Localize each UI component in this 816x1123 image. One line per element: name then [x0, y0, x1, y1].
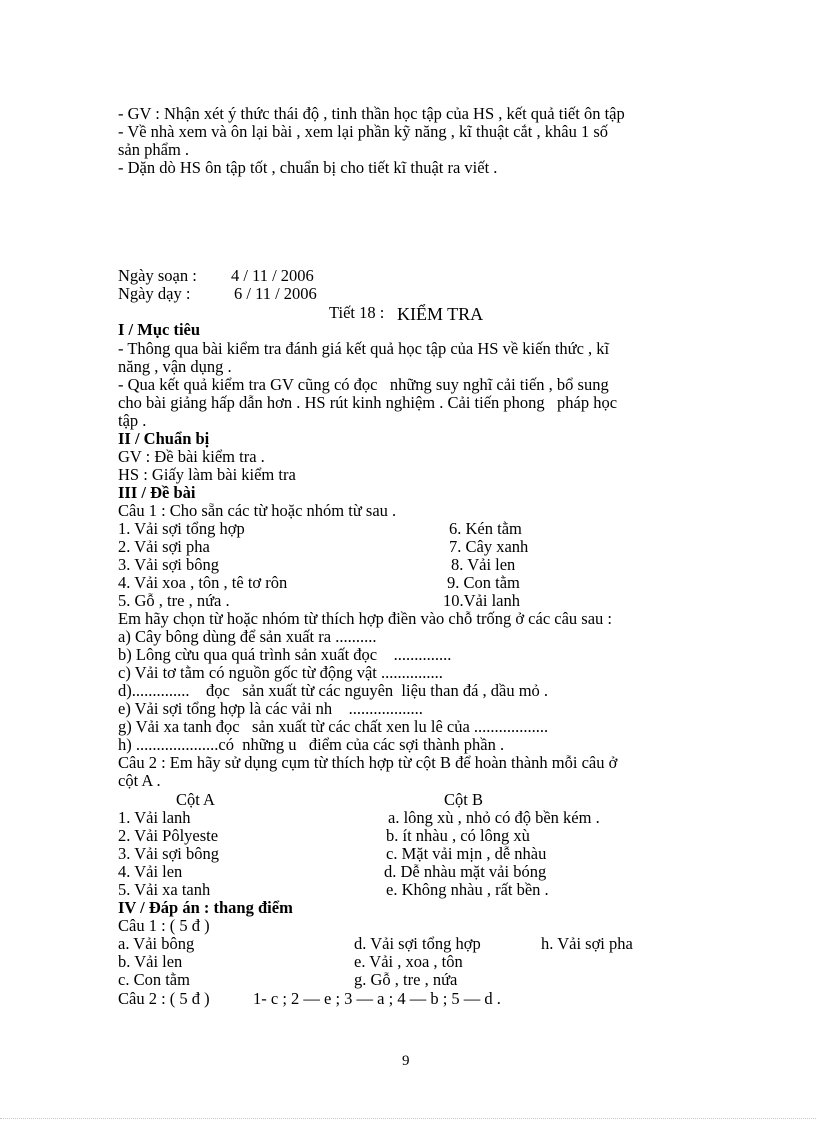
fill-instruction: Em hãy chọn từ hoặc nhóm từ thích hợp điền vào chỗ trống ở các câu sau :	[118, 609, 612, 628]
section-heading-dap-an: IV / Đáp án : thang điểm	[118, 898, 293, 917]
section-heading-muc-tieu: I / Mục tiêu	[118, 320, 201, 339]
cau2-line: cột A .	[118, 771, 161, 790]
fill-item: a) Cây bông dùng để sản xuất ra ..........	[118, 627, 377, 646]
lesson-number: Tiết 18 :	[329, 303, 385, 322]
ngay-soan-value: 4 / 11 / 2006	[231, 266, 314, 285]
word-item: 1. Vải sợi tổng hợp	[118, 519, 245, 538]
fill-item: h) ....................có những u điểm của các sợi thành phần .	[118, 735, 505, 754]
word-item: 9. Con tằm	[447, 573, 520, 592]
muc-tieu-line: năng , vận dụng .	[118, 357, 232, 376]
page-number: 9	[402, 1053, 410, 1069]
word-item: 5. Gỗ , tre , nứa .	[118, 591, 230, 610]
chuan-bi-gv: GV : Đề bài kiểm tra .	[118, 447, 265, 466]
fill-item: d).............. đọc sản xuất từ các nguyên liệu than đá , dầu mỏ .	[118, 681, 549, 700]
word-item: 4. Vải xoa , tôn , tê tơ rôn	[118, 573, 288, 592]
answer-item: d. Vải sợi tổng hợp	[354, 934, 481, 953]
word-item: 8. Vải len	[451, 555, 516, 574]
muc-tieu-line: - Qua kết quả kiểm tra GV cũng có đọc những suy nghĩ cải tiến , bổ sung	[118, 375, 609, 394]
fill-item: g) Vải xa tanh đọc sản xuất từ các chất xen lu lê của ..................	[118, 717, 549, 736]
answer-item: e. Vải , xoa , tôn	[354, 952, 463, 971]
top-line-4: - Dặn dò HS ôn tập tốt , chuẩn bị cho tiết kĩ thuật ra viết .	[118, 158, 498, 177]
fill-item: e) Vải sợi tổng hợp là các vải nh ..................	[118, 699, 423, 718]
col-a-item: 4. Vải len	[118, 862, 183, 881]
fill-item: c) Vải tơ tằm có nguồn gốc từ động vật ...............	[118, 663, 443, 682]
col-b-item: d. Dễ nhàu mặt vải bóng	[384, 862, 547, 881]
section-heading-chuan-bi: II / Chuẩn bị	[118, 429, 210, 448]
answer-item: b. Vải len	[118, 952, 183, 971]
muc-tieu-line: tập .	[118, 411, 147, 430]
cau2-line: Câu 2 : Em hãy sử dụng cụm từ thích hợp từ cột B để hoàn thành mỗi câu ở	[118, 753, 618, 772]
top-line-1: - GV : Nhận xét ý thức thái độ , tinh thần học tập của HS , kết quả tiết ôn tập	[118, 104, 625, 123]
dap-an-cau1: Câu 1 : ( 5 đ )	[118, 916, 210, 935]
chuan-bi-hs: HS : Giấy làm bài kiểm tra	[118, 465, 296, 484]
lesson-title: KIỂM TRA	[397, 304, 484, 324]
answer-item: a. Vải bông	[118, 934, 195, 953]
ngay-day-value: 6 / 11 / 2006	[234, 284, 317, 303]
answer-item: g. Gỗ , tre , nứa	[354, 970, 458, 989]
col-b-item: c. Mặt vải mịn , dễ nhàu	[386, 844, 547, 863]
col-b-item: a. lông xù , nhỏ có độ bền kém .	[388, 808, 600, 827]
word-item: 10.Vải lanh	[443, 591, 520, 610]
col-a-item: 1. Vải lanh	[118, 808, 191, 827]
cau1-intro: Câu 1 : Cho sẵn các từ hoặc nhóm từ sau .	[118, 501, 397, 520]
muc-tieu-line: - Thông qua bài kiểm tra đánh giá kết quả học tập của HS về kiến thức , kĩ	[118, 339, 610, 358]
ngay-soan-label: Ngày soạn :	[118, 266, 197, 285]
dap-an-cau2-answer: 1- c ; 2 — e ; 3 — a ; 4 — b ; 5 — d .	[253, 989, 501, 1008]
page-bottom-divider	[0, 1118, 816, 1119]
fill-item: b) Lông cừu qua quá trình sản xuất đọc ..............	[118, 645, 452, 664]
answer-item: c. Con tằm	[118, 970, 190, 989]
col-a-item: 2. Vải Pôlyeste	[118, 826, 219, 845]
word-item: 2. Vải sợi pha	[118, 537, 210, 556]
col-b-item: b. ít nhàu , có lông xù	[386, 826, 530, 845]
column-a-header: Cột A	[176, 790, 215, 809]
word-item: 7. Cây xanh	[449, 537, 529, 556]
dap-an-cau2-label: Câu 2 : ( 5 đ )	[118, 989, 210, 1008]
col-a-item: 3. Vải sợi bông	[118, 844, 220, 863]
answer-item: h. Vải sợi pha	[541, 934, 633, 953]
top-line-2: - Về nhà xem và ôn lại bài , xem lại phần kỹ năng , kĩ thuật cắt , khâu 1 số	[118, 122, 608, 141]
section-heading-de-bai: III / Đề bài	[118, 483, 196, 502]
ngay-day-label: Ngày dạy :	[118, 284, 191, 303]
top-line-3: sản phẩm .	[118, 140, 190, 159]
col-a-item: 5. Vải xa tanh	[118, 880, 211, 899]
muc-tieu-line: cho bài giảng hấp dẫn hơn . HS rút kinh nghiệm . Cải tiến phong pháp học	[118, 393, 618, 412]
column-b-header: Cột B	[444, 790, 483, 809]
col-b-item: e. Không nhàu , rất bền .	[386, 880, 549, 899]
word-item: 3. Vải sợi bông	[118, 555, 220, 574]
word-item: 6. Kén tằm	[449, 519, 522, 538]
